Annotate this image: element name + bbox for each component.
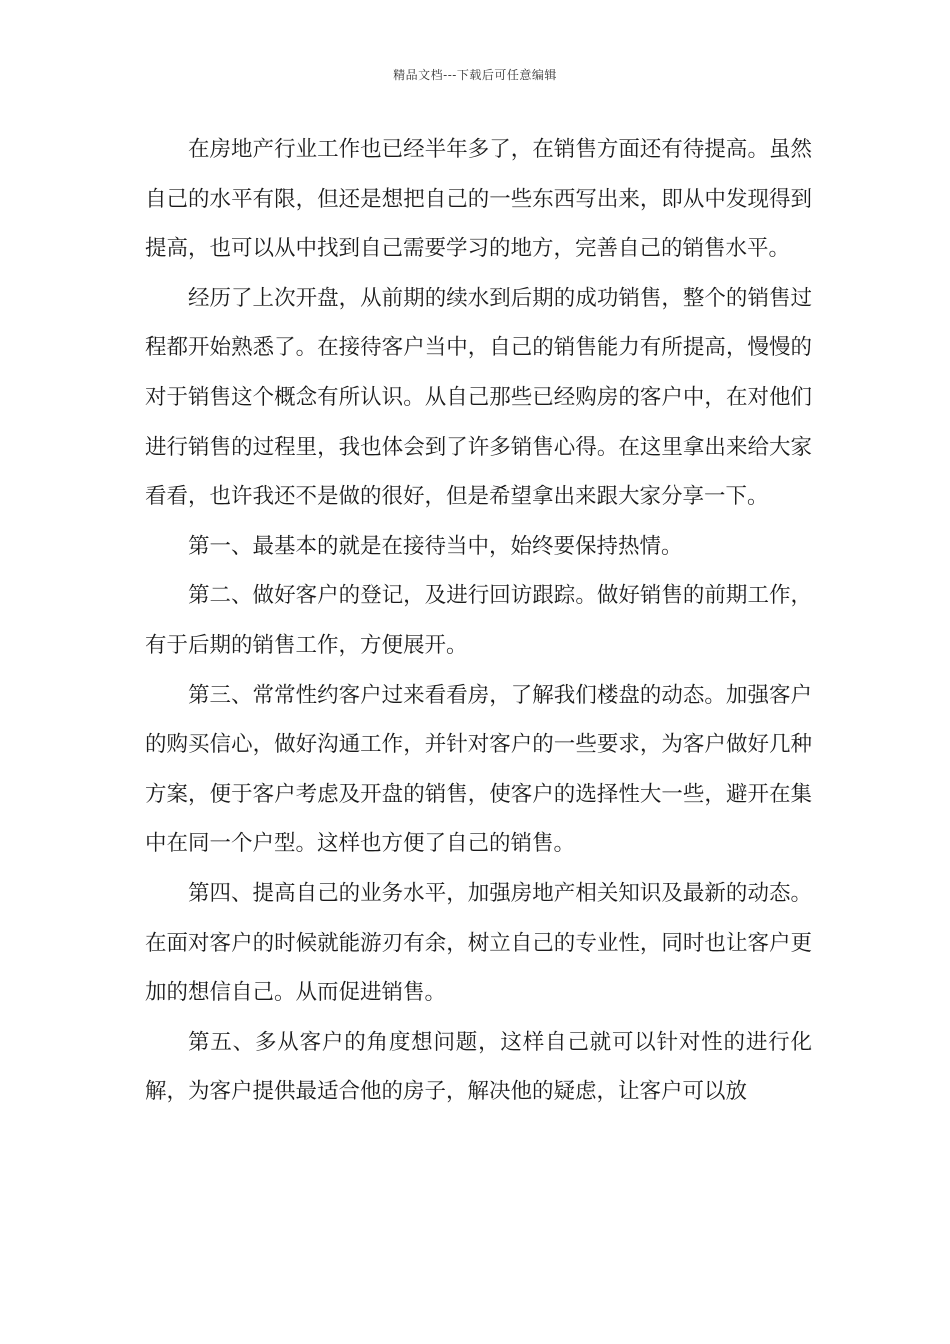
paragraph-point-1: 第一、最基本的就是在接待当中，始终要保持热情。 xyxy=(188,533,683,559)
paragraph-experience: 经历了上次开盘，从前期的续水到后期的成功销售，整个的销售过程都开始熟悉了。在接待客户当中，自己的销售能力有所提高，慢慢的对于销售这个概念有所认识。从自己那些已经购房的客户中，在对他们进行销售的过程里，我也体会到了许多销售心得。在这里拿出来给大家看看，也许我还不是做的很好，但是希望拿出来跟大家分享一下。 xyxy=(145,285,812,510)
document-body xyxy=(145,125,812,1117)
paragraph-point-4: 第四、提高自己的业务水平，加强房地产相关知识及最新的动态。在面对客户的时候就能游刃有余，树立自己的专业性，同时也让客户更加的想信自己。从而促进销售。 xyxy=(145,880,812,1006)
page-header: 精品文档---下载后可任意编辑 xyxy=(393,68,557,82)
paragraph-point-2: 第二、做好客户的登记，及进行回访跟踪。做好销售的前期工作，有于后期的销售工作，方便展开。 xyxy=(145,583,812,658)
paragraph-point-3: 第三、常常性约客户过来看看房，了解我们楼盘的动态。加强客户的购买信心，做好沟通工作，并针对客户的一些要求，为客户做好几种方案，便于客户考虑及开盘的销售，使客户的选择性大一些，避开在集中在同一个户型。这样也方便了自己的销售。 xyxy=(145,682,812,857)
paragraph-intro: 在房地产行业工作也已经半年多了，在销售方面还有待提高。虽然自己的水平有限，但还是想把自己的一些东西写出来，即从中发现得到提高，也可以从中找到自己需要学习的地方，完善自己的销售水平。 xyxy=(145,137,812,262)
paragraph-point-5: 第五、多从客户的角度想问题，这样自己就可以针对性的进行化解，为客户提供最适合他的房子，解决他的疑虑，让客户可以放 xyxy=(145,1029,812,1105)
